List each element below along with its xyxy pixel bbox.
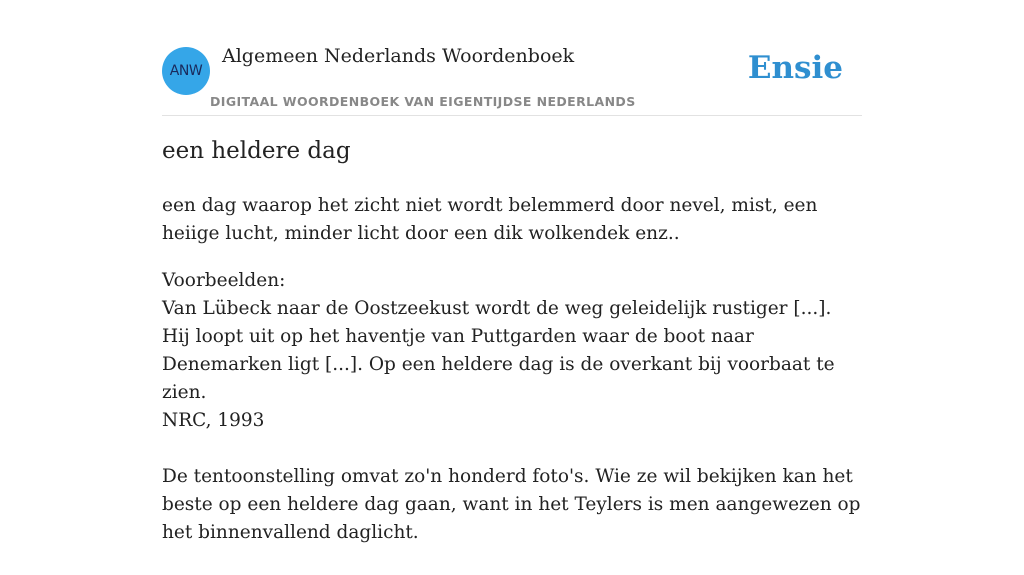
dictionary-title[interactable]: Algemeen Nederlands Woordenboek: [222, 45, 575, 67]
example-source: NRC, 1993: [162, 410, 265, 431]
site-header: [162, 0, 862, 116]
example-text: Van Lübeck naar de Oostzeekust wordt de weg geleidelijk rustiger [...]. Hij loopt uit op het haventje van Puttgarden waar de boot naar Denemarken ligt [...]. Op een heldere dag is de overkant bij voorbaat te zien.: [162, 298, 835, 403]
content-column: [162, 0, 862, 543]
example-text: De tentoonstelling omvat zo'n honderd foto's. Wie ze wil bekijken kan het beste op een heldere dag gaan, want in het Teylers is men aangewezen op het binnenvallend daglicht.: [162, 466, 861, 543]
example-item: [162, 463, 862, 547]
example-item: [162, 295, 862, 435]
anw-logo[interactable]: ANW: [162, 47, 210, 95]
dictionary-subtitle: DIGITAAL WOORDENBOEK VAN EIGENTIJDSE NEDERLANDS: [210, 94, 636, 109]
entry-definition: een dag waarop het zicht niet wordt belemmerd door nevel, mist, een heiige lucht, minder licht door een dik wolkendek enz..: [162, 195, 818, 244]
examples-label: Voorbeelden:: [162, 270, 286, 291]
entry-term: een heldere dag: [162, 138, 351, 164]
examples-section: [162, 267, 862, 575]
ensie-logo[interactable]: Ensie: [747, 50, 843, 86]
